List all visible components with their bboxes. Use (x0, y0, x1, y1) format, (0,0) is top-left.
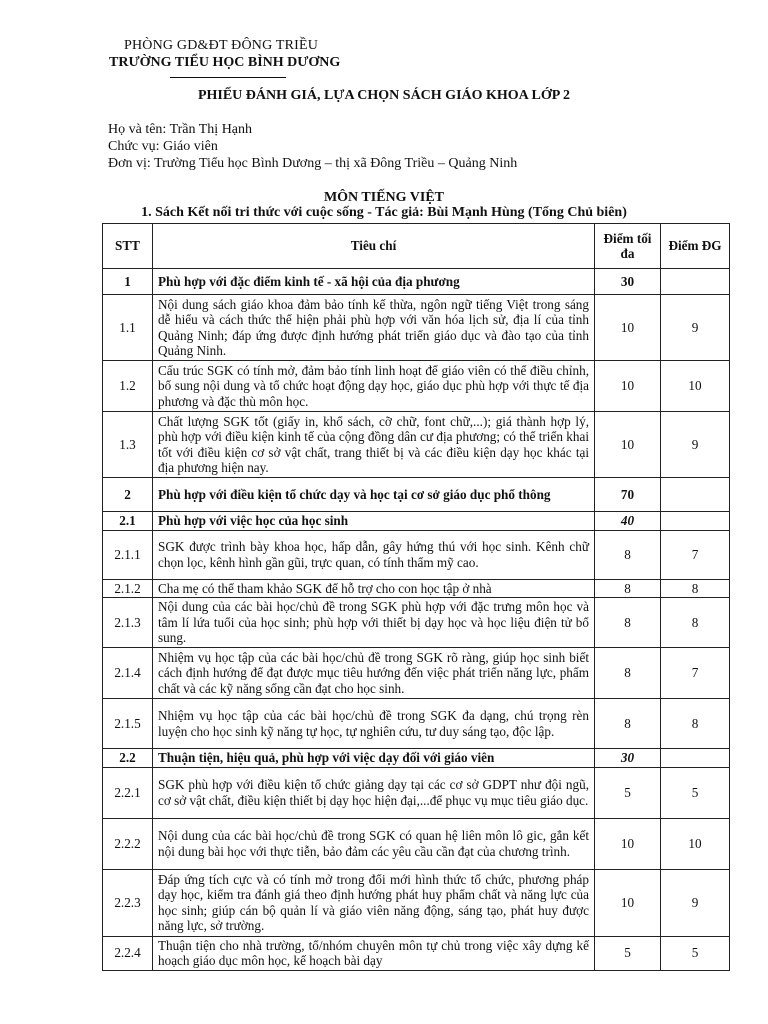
row-score (661, 478, 730, 512)
row-max-score: 10 (595, 295, 661, 361)
table-row (103, 530, 730, 579)
row-max-score: 8 (595, 598, 661, 648)
row-stt: 2.1 (103, 512, 153, 531)
row-max-score: 40 (595, 512, 661, 531)
row-criteria: Nhiệm vụ học tập của các bài học/chủ đề trong SGK rõ ràng, giúp học sinh biết cách định hướng để đạt được mục tiêu hướng đến việc phát triển năng lực, phẩm chất và các kỹ năng sống cần đạt cho học sinh. (153, 648, 595, 699)
row-max-score: 10 (595, 412, 661, 478)
table-row (103, 269, 730, 295)
header-criteria: Tiêu chí (153, 224, 595, 269)
table-row (103, 767, 730, 818)
table-body (103, 269, 730, 971)
row-score: 7 (661, 648, 730, 699)
row-stt: 1.3 (103, 412, 153, 478)
row-criteria: Phù hợp với điều kiện tổ chức dạy và học tại cơ sở giáo dục phổ thông (153, 478, 595, 512)
teacher-name: Họ và tên: Trần Thị Hạnh (108, 122, 253, 137)
row-score: 10 (661, 361, 730, 412)
row-max-score: 10 (595, 869, 661, 936)
row-score: 10 (661, 818, 730, 869)
table-row (103, 295, 730, 361)
row-criteria: SGK được trình bày khoa học, hấp dẫn, gây hứng thú với học sinh. Kênh chữ chọn lọc, kênh hình gần gũi, trực quan, có tính thẩm mỹ cao. (153, 530, 595, 579)
teacher-unit: Đơn vị: Trường Tiểu học Bình Dương – thị xã Đông Triều – Quảng Ninh (108, 156, 518, 171)
table-row (103, 818, 730, 869)
row-criteria: Phù hợp với việc học của học sinh (153, 512, 595, 531)
table-row (103, 598, 730, 648)
row-criteria: Cấu trúc SGK có tính mở, đảm bảo tính linh hoạt để giáo viên có thể điều chỉnh, bổ sung nội dung và tổ chức hoạt động dạy học, giáo dục phù hợp với thực tế địa phương và đặc thù môn học. (153, 361, 595, 412)
row-stt: 2.1.5 (103, 699, 153, 749)
row-max-score: 30 (595, 749, 661, 768)
row-criteria: Đáp ứng tích cực và có tính mở trong đổi mới hình thức tổ chức, phương pháp dạy học, kiểm tra đánh giá theo định hướng phát huy phẩm chất và năng lực của học sinh; giúp cán bộ quản lí và giáo viên năng động, sáng tạo, phát huy được năng lực, sở trường. (153, 869, 595, 936)
row-max-score: 10 (595, 818, 661, 869)
header-max-score: Điểm tối đa (595, 224, 661, 269)
school-underline (170, 77, 286, 78)
department-name: PHÒNG GD&ĐT ĐÔNG TRIỀU (124, 38, 319, 53)
row-criteria: Nội dung của các bài học/chủ đề trong SGK phù hợp với đặc trưng môn học và tâm lí lứa tuổi của học sinh; phù hợp với thiết bị dạy học và học liệu điện tử bổ sung. (153, 598, 595, 648)
row-score (661, 269, 730, 295)
teacher-position: Chức vụ: Giáo viên (108, 139, 218, 154)
table-row (103, 699, 730, 749)
table-row (103, 512, 730, 531)
row-score: 5 (661, 936, 730, 970)
row-max-score: 8 (595, 579, 661, 598)
row-score: 9 (661, 295, 730, 361)
table-row (103, 412, 730, 478)
row-criteria: Chất lượng SGK tốt (giấy in, khổ sách, cỡ chữ, font chữ,...); giá thành hợp lý, phù hợp với điều kiện kinh tế của cộng đồng dân cư địa phương; có thể triển khai tốt với điều kiện cơ sở vật chất, trang thiết bị và các điều kiện dạy học khác tại địa phương hiện nay. (153, 412, 595, 478)
row-max-score: 5 (595, 767, 661, 818)
header-stt: STT (103, 224, 153, 269)
row-criteria: Nhiệm vụ học tập của các bài học/chủ đề trong SGK đa dạng, chú trọng rèn luyện cho học sinh kỹ năng tự học, tự nghiên cứu, tư duy sáng tạo, độc lập. (153, 699, 595, 749)
row-score: 9 (661, 412, 730, 478)
row-score (661, 749, 730, 768)
row-max-score: 8 (595, 648, 661, 699)
row-criteria: Cha mẹ có thể tham khảo SGK để hỗ trợ cho con học tập ở nhà (153, 579, 595, 598)
row-criteria: Nội dung sách giáo khoa đảm bảo tính kế thừa, ngôn ngữ tiếng Việt trong sáng dễ hiểu và cách thức thể hiện phải phù hợp với văn hóa lịch sử, địa lí của tỉnh Quảng Ninh; đáp ứng được định hướng phát triển giáo dục và đào tạo của tỉnh Quảng Ninh. (153, 295, 595, 361)
row-score: 8 (661, 579, 730, 598)
row-criteria: Nội dung của các bài học/chủ đề trong SGK có quan hệ liên môn lô gic, gắn kết nội dung bài học với thực tiễn, bảo đảm các yêu cầu cần đạt của chương trình. (153, 818, 595, 869)
table-row (103, 936, 730, 970)
row-score: 8 (661, 699, 730, 749)
row-stt: 2.1.3 (103, 598, 153, 648)
table-header-row (103, 224, 730, 269)
document-title: PHIẾU ĐÁNH GIÁ, LỰA CHỌN SÁCH GIÁO KHOA LỚP 2 (197, 88, 571, 103)
subject-title: MÔN TIẾNG VIỆT (323, 190, 445, 205)
row-max-score: 30 (595, 269, 661, 295)
row-stt: 1.1 (103, 295, 153, 361)
book-title: 1. Sách Kết nối tri thức với cuộc sống - Tác giả: Bùi Mạnh Hùng (Tổng Chủ biên) (141, 205, 627, 220)
table-row (103, 648, 730, 699)
row-criteria: Phù hợp với đặc điểm kinh tế - xã hội của địa phương (153, 269, 595, 295)
table-row (103, 869, 730, 936)
table-row (103, 749, 730, 768)
table-row (103, 579, 730, 598)
row-stt: 1 (103, 269, 153, 295)
row-max-score: 5 (595, 936, 661, 970)
table-row (103, 478, 730, 512)
row-score: 8 (661, 598, 730, 648)
row-score (661, 512, 730, 531)
row-score: 7 (661, 530, 730, 579)
row-stt: 2 (103, 478, 153, 512)
evaluation-table (102, 223, 730, 971)
school-name: TRƯỜNG TIỂU HỌC BÌNH DƯƠNG (109, 55, 341, 70)
row-score: 9 (661, 869, 730, 936)
row-criteria: Thuận tiện, hiệu quả, phù hợp với việc dạy đối với giáo viên (153, 749, 595, 768)
row-criteria: Thuận tiện cho nhà trường, tổ/nhóm chuyên môn tự chủ trong việc xây dựng kế hoạch giáo dục môn học, kế hoạch bài dạy (153, 936, 595, 970)
row-max-score: 8 (595, 699, 661, 749)
row-stt: 2.2.4 (103, 936, 153, 970)
row-stt: 2.1.4 (103, 648, 153, 699)
row-criteria: SGK phù hợp với điều kiện tổ chức giảng dạy tại các cơ sở GDPT như đội ngũ, cơ sở vật chất, điều kiện thiết bị dạy học hiện đại,...để phục vụ mục tiêu giáo dục. (153, 767, 595, 818)
row-stt: 2.2.3 (103, 869, 153, 936)
row-score: 5 (661, 767, 730, 818)
row-stt: 2.1.2 (103, 579, 153, 598)
row-stt: 2.2 (103, 749, 153, 768)
row-max-score: 70 (595, 478, 661, 512)
row-stt: 2.2.2 (103, 818, 153, 869)
row-stt: 2.1.1 (103, 530, 153, 579)
row-max-score: 10 (595, 361, 661, 412)
row-stt: 1.2 (103, 361, 153, 412)
row-max-score: 8 (595, 530, 661, 579)
row-stt: 2.2.1 (103, 767, 153, 818)
table-row (103, 361, 730, 412)
header-score: Điểm ĐG (661, 224, 730, 269)
